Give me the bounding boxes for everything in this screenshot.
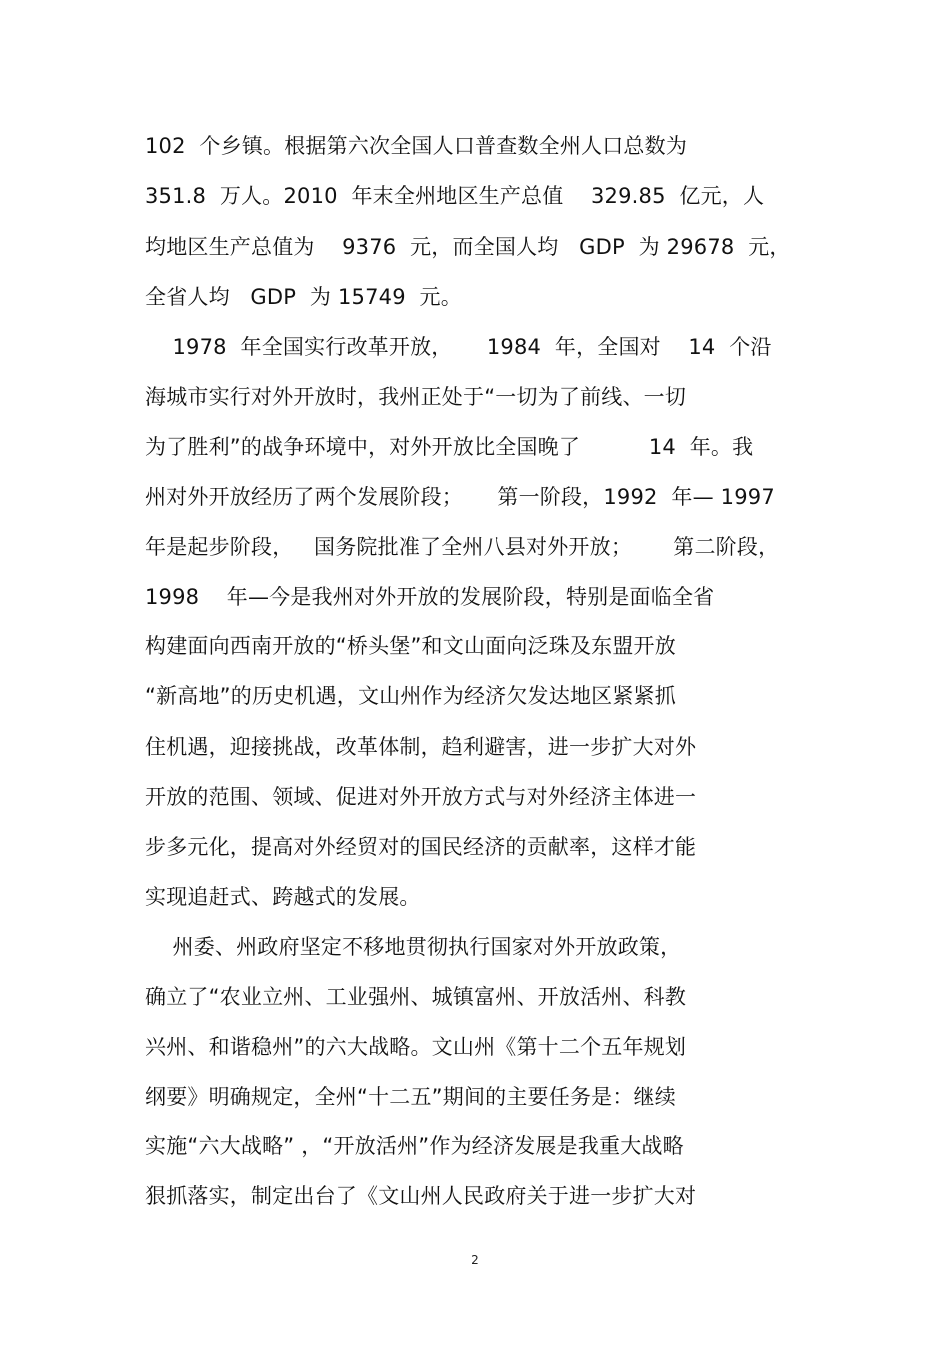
text-line: 州委、州政府坚定不移地贯彻执行国家对外开放政策， (145, 935, 682, 959)
text-line: 351.8 万人。2010 年末全州地区生产总值 329.85 亿元，人 (145, 184, 765, 208)
text-line: 开放的范围、领域、促进对外开放方式与对外经济主体进一 (145, 785, 697, 809)
text-line: 1978 年全国实行改革开放， 1984 年，全国对 14 个沿 (145, 335, 772, 359)
text-line: 海城市实行对外开放时，我州正处于“一切为了前线、一切 (145, 385, 687, 409)
text-line: 全省人均 GDP 为 15749 元。 (145, 285, 462, 309)
text-line: 住机遇，迎接挑战，改革体制，趋利避害，进一步扩大对外 (145, 735, 697, 759)
text-line: 年是起步阶段， 国务院批准了全州八县对外开放； 第二阶段， (145, 535, 780, 559)
text-line: 实施“六大战略” ，“开放活州”作为经济发展是我重大战略 (145, 1134, 684, 1158)
text-line: 为了胜利”的战争环境中，对外开放比全国晚了 14 年。我 (145, 435, 754, 459)
text-line: 构建面向西南开放的“桥头堡”和文山面向泛珠及东盟开放 (145, 634, 676, 658)
text-line: 1998 年—今是我州对外开放的发展阶段，特别是面临全省 (145, 585, 715, 609)
text-line: 纲要》明确规定，全州“十二五”期间的主要任务是：继续 (145, 1085, 676, 1109)
text-line: 狠抓落实，制定出台了《文山州人民政府关于进一步扩大对 (145, 1184, 697, 1208)
text-line: 确立了“农业立州、工业强州、城镇富州、开放活州、科教 (145, 985, 687, 1009)
text-line: 102 个乡镇。根据第六次全国人口普查数全州人口总数为 (145, 134, 688, 158)
page-number: 2 (471, 1253, 479, 1267)
text-line: 兴州、和谐稳州”的六大战略。文山州《第十二个五年规划 (145, 1035, 687, 1059)
text-line: “新高地”的历史机遇，文山州作为经济欠发达地区紧紧抓 (145, 684, 676, 708)
text-line: 步多元化，提高对外经贸对的国民经济的贡献率，这样才能 (145, 835, 697, 859)
text-line: 均地区生产总值为 9376 元，而全国人均 GDP 为 29678 元， (145, 235, 791, 259)
text-line: 州对外开放经历了两个发展阶段； 第一阶段，1992 年— 1997 (145, 485, 775, 509)
text-line: 实现追赶式、跨越式的发展。 (145, 885, 421, 909)
